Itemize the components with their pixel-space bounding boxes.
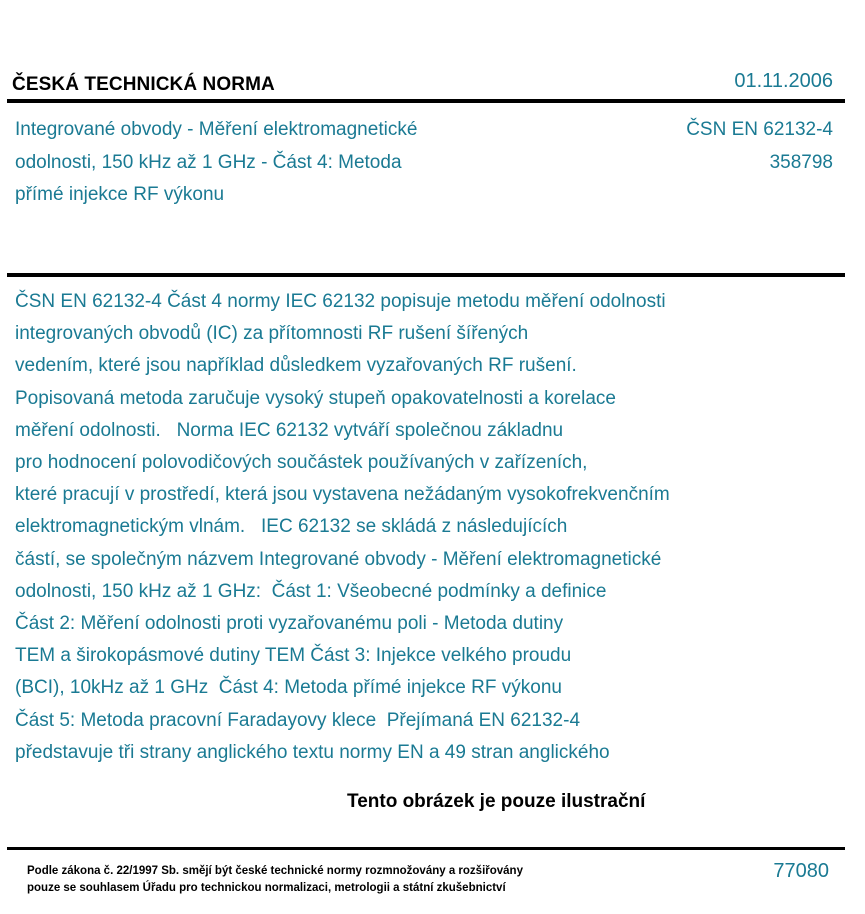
annotation-line: elektromagnetickým vlnám. IEC 62132 se skládá z následujících <box>15 516 568 538</box>
annotation-line: Část 5: Metoda pracovní Faradayovy klece Přejímaná EN 62132-4 <box>15 709 581 731</box>
header-divider <box>7 99 845 103</box>
catalog-number: 77080 <box>773 860 829 882</box>
annotation-line: odolnosti, 150 kHz až 1 GHz: Část 1: Všeobecné podmínky a definice <box>15 580 607 602</box>
annotation-line: ČSN EN 62132-4 Část 4 normy IEC 62132 popisuje metodu měření odolnosti <box>15 291 666 312</box>
standard-identifiers <box>686 114 833 179</box>
annotation-line: Popisovaná metoda zaručuje vysoký stupeň opakovatelnosti a korelace <box>15 387 616 409</box>
annotation-line: integrovaných obvodů (IC) za přítomnosti RF rušení šířených <box>15 323 529 345</box>
annotation-text <box>15 286 845 769</box>
standard-title <box>15 114 495 212</box>
annotation-line: pro hodnocení polovodičových součástek používaných v zařízeních, <box>15 452 588 474</box>
annotation-line: vedením, které jsou například důsledkem vyzařovaných RF rušení. <box>15 355 577 377</box>
legal-notice-line: pouze se souhlasem Úřadu pro technickou normalizaci, metrologii a státní zkušebnictví <box>27 882 506 894</box>
legal-notice <box>27 863 523 897</box>
annotation-line: měření odolnosti. Norma IEC 62132 vytváří společnou základnu <box>15 419 564 441</box>
standard-title-line: přímé injekce RF výkonu <box>15 184 225 205</box>
section-divider <box>7 273 845 277</box>
annotation-line: které pracují v prostředí, která jsou vystavena nežádaným vysokofrekvenčním <box>15 484 670 506</box>
annotation-line: TEM a širokopásmové dutiny TEM Část 3: Injekce velkého proudu <box>15 645 572 667</box>
annotation-line: Část 2: Měření odolnosti proti vyzařovanému poli - Metoda dutiny <box>15 613 564 635</box>
annotation-line: (BCI), 10kHz až 1 GHz Část 4: Metoda přímé injekce RF výkonu <box>15 677 562 699</box>
annotation-line: představuje tři strany anglického textu normy EN a 49 stran anglického <box>15 741 610 763</box>
footer-divider <box>7 847 845 850</box>
document-header-title: ČESKÁ TECHNICKÁ NORMA <box>12 74 275 95</box>
standard-title-line: odolnosti, 150 kHz až 1 GHz - Část 4: Metoda <box>15 151 402 173</box>
classification-code: 358798 <box>769 151 833 173</box>
illustration-note: Tento obrázek je pouze ilustrační <box>347 791 646 812</box>
issue-date: 01.11.2006 <box>734 70 833 92</box>
standard-title-line: Integrované obvody - Měření elektromagnetické <box>15 119 418 140</box>
standard-designation: ČSN EN 62132-4 <box>686 119 833 140</box>
legal-notice-line: Podle zákona č. 22/1997 Sb. smějí být české technické normy rozmnožovány a rozšiřovány <box>27 865 523 877</box>
annotation-line: částí, se společným názvem Integrované obvody - Měření elektromagnetické <box>15 548 662 570</box>
